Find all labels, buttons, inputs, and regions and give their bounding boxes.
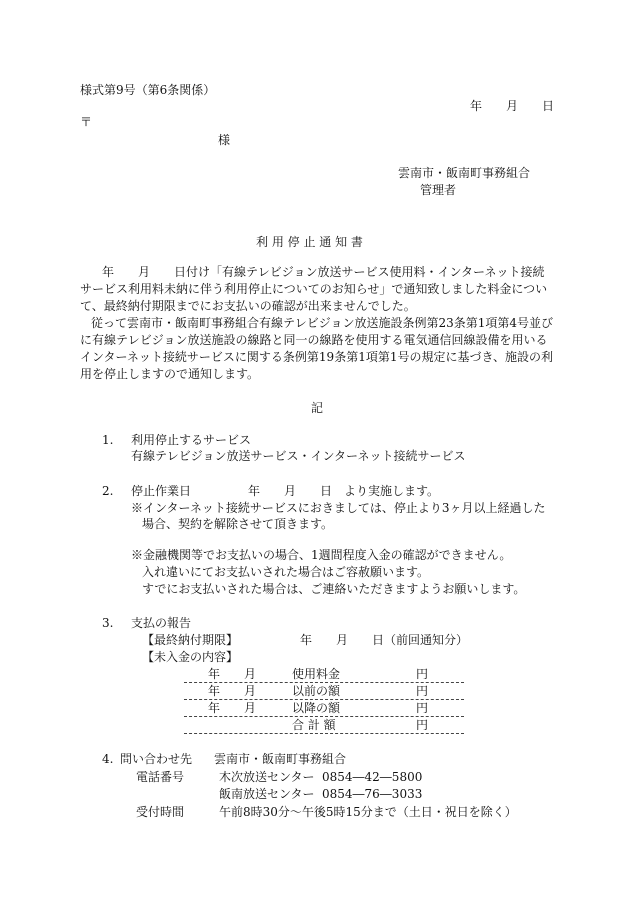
unpaid-total-unit: 円 <box>416 718 429 732</box>
hours-label: 受付時間 <box>136 805 185 819</box>
section3-number: 3. <box>102 616 114 630</box>
section2-date: 年 月 日 より実施します。 <box>248 484 440 498</box>
contact-org: 雲南市・飯南町事務組合 <box>214 752 347 766</box>
unpaid-row-3-date: 年 月 <box>208 701 257 715</box>
body-paragraph-1: 年 月 日付け「有線テレビジョン放送サービス使用料・インターネット接続サービス利用料未納に伴う利用停止についてのお知らせ」で通知致しました料金について、最終納付期限までにお支払いの確認が出来ませんでした。 <box>80 265 548 313</box>
sender-org: 雲南市・飯南町事務組合 <box>398 166 531 180</box>
unpaid-row-3-item: 以降の額 <box>292 701 341 715</box>
ki-mark: 記 <box>311 401 324 415</box>
section3-heading: 支払の報告 <box>131 616 192 630</box>
unpaid-row-2-item: 以前の額 <box>292 684 341 698</box>
date-line: 年 月 日 <box>470 99 555 113</box>
recipient-suffix: 様 <box>218 133 231 147</box>
unpaid-row-3-unit: 円 <box>416 701 429 715</box>
unpaid-label: 【未入金の内容】 <box>142 650 239 664</box>
phone-center-2: 飯南放送センター <box>219 787 315 801</box>
section2-note2-line2: 入れ違いにてお支払いされた場合はご容赦願います。 <box>142 565 430 579</box>
section2-heading: 停止作業日 <box>131 484 192 498</box>
unpaid-row-2-unit: 円 <box>416 684 429 698</box>
row-divider <box>184 682 464 683</box>
unpaid-row-1-date: 年 月 <box>208 667 257 681</box>
phone-label: 電話番号 <box>136 770 185 784</box>
body-text <box>80 264 555 383</box>
deadline-value: 年 月 日（前回通知分） <box>300 633 469 647</box>
unpaid-total-label: 合 計 額 <box>292 718 336 732</box>
postal-mark: 〒 <box>80 115 93 129</box>
document-title: 利 用 停 止 通 知 書 <box>256 235 363 249</box>
section2-note2-line1: ※金融機関等でお支払いの場合、1週間程度入金の確認ができません。 <box>131 548 512 562</box>
phone-number-2: 0854―76―3033 <box>322 787 423 801</box>
section4-heading: 問い合わせ先 <box>120 752 193 766</box>
body-paragraph-2: 従って雲南市・飯南町事務組合有線テレビジョン放送施設条例第23条第1項第4号並びに有線テレビジョン放送施設の線路と同一の線路を使用する電気通信回線設備を用いるインターネット接続サービスに関する条例第19条第1項第1号の規定に基づき、施設の利用を停止しますので通知します。 <box>80 316 554 381</box>
unpaid-row-1-unit: 円 <box>416 667 429 681</box>
phone-number-1: 0854―42―5800 <box>322 770 423 784</box>
section2-note1-line1: ※インターネット接続サービスにおきましては、停止より3ヶ月以上経過した <box>131 501 546 515</box>
form-number: 様式第9号（第6条関係） <box>80 83 216 97</box>
row-divider <box>184 716 464 717</box>
deadline-label: 【最終納付期限】 <box>142 633 239 647</box>
section1-detail: 有線テレビジョン放送サービス・インターネット接続サービス <box>131 449 466 463</box>
section2-note1-line2: 場合、契約を解除させて頂きます。 <box>142 517 334 531</box>
unpaid-row-2-date: 年 月 <box>208 684 257 698</box>
section1-heading: 利用停止するサービス <box>131 433 252 447</box>
unpaid-row-1-item: 使用料金 <box>292 667 341 681</box>
row-divider <box>184 699 464 700</box>
section4-number: 4. <box>102 752 114 766</box>
section2-number: 2. <box>102 484 114 498</box>
section2-note2-line3: すでにお支払いされた場合は、ご連絡いただきますようお願いします。 <box>142 582 526 596</box>
sender-title: 管理者 <box>420 183 457 197</box>
section1-number: 1. <box>102 433 114 447</box>
phone-center-1: 木次放送センター <box>219 770 315 784</box>
hours-value: 午前8時30分～午後5時15分まで（土日・祝日を除く） <box>219 805 517 819</box>
row-divider <box>184 733 464 734</box>
